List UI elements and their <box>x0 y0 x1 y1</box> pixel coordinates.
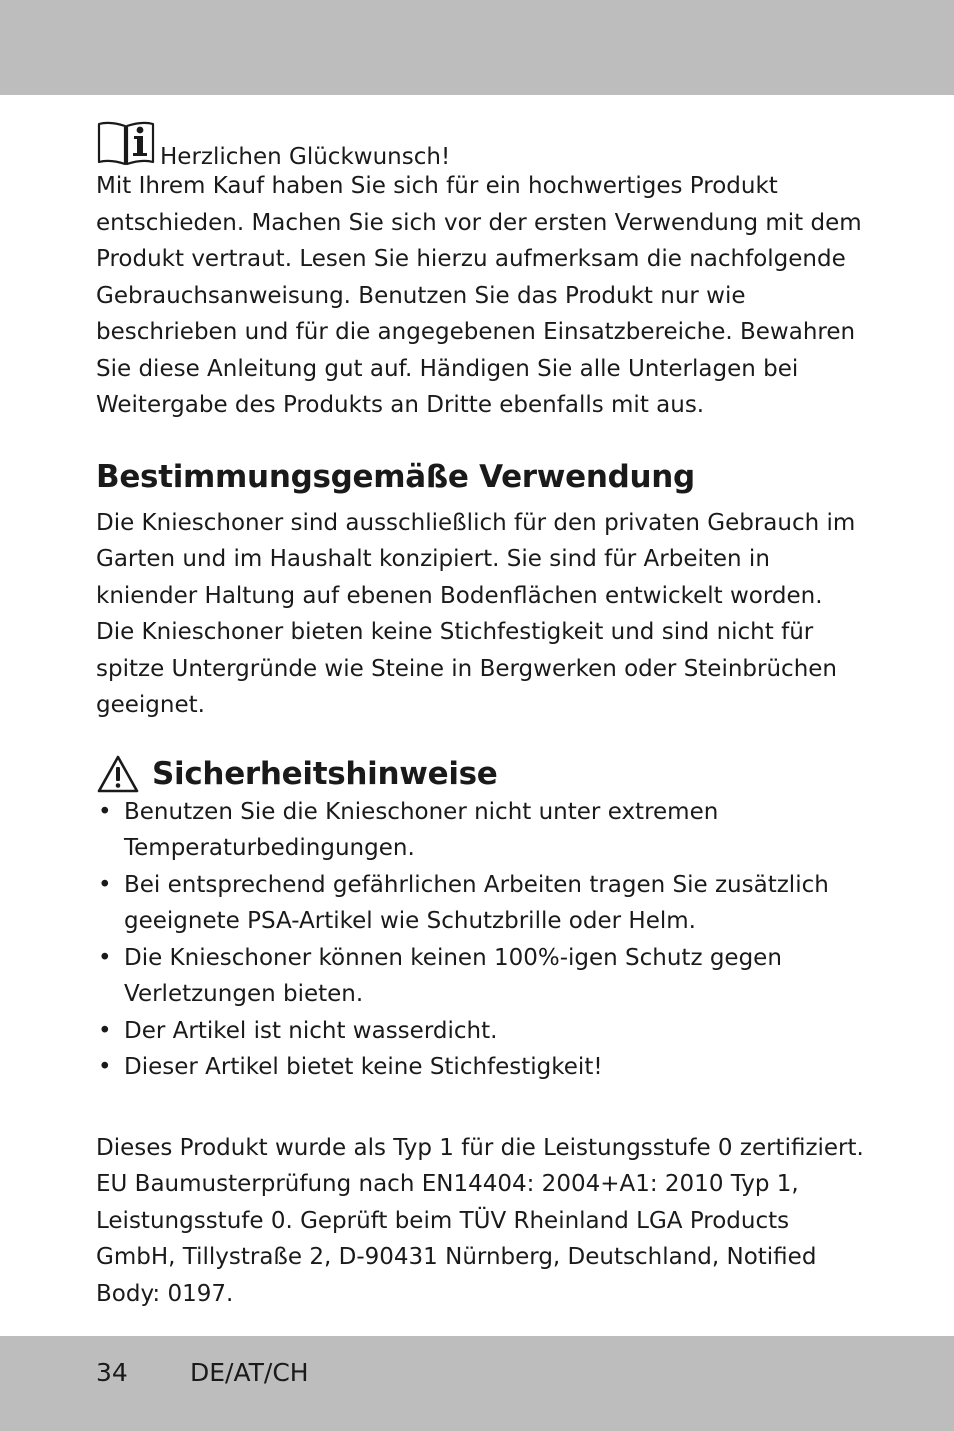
usage-paragraph: Die Knieschoner sind ausschließlich für den privaten Gebrauch im Garten und im Haushalt konzipiert. Sie sind für Arbeiten in kniender Haltung auf ebenen Bodenflächen entwickelt worden. Die Knieschoner bieten keine Stichfestigkeit und sind nicht für spitze Untergründe wie Steine in Bergwerken oder Steinbrüchen geeignet. <box>96 509 856 718</box>
page-number: 34 <box>96 1358 128 1387</box>
usage-heading: Bestimmungsgemäße Verwendung <box>96 458 695 495</box>
info-book-icon <box>96 120 156 168</box>
list-item: • Der Artikel ist nicht wasserdicht. <box>96 1013 866 1050</box>
safety-heading-text: Sicherheitshinweise <box>152 755 498 792</box>
list-item: • Dieser Artikel bietet keine Stichfestigkeit! <box>96 1049 866 1086</box>
intro-paragraph: Mit Ihrem Kauf haben Sie sich für ein hochwertiges Produkt entschieden. Machen Sie sich vor der ersten Verwendung mit dem Produkt vertraut. Lesen Sie hierzu aufmerksam die nachfolgende Gebrauchsanweisung. Benutzen Sie das Produkt nur wie beschrieben und für die angegebenen Einsatzbereiche. Bewahren Sie diese Anleitung gut auf. Händigen Sie alle Unterlagen bei Weitergabe des Produkts an Dritte ebenfalls mit aus. <box>96 173 862 418</box>
list-item: • Benutzen Sie die Knieschoner nicht unter extremen Temperaturbedingungen. <box>96 794 866 867</box>
intro-header <box>96 116 866 168</box>
list-item: • Bei entsprechend gefährlichen Arbeiten tragen Sie zusätzlich geeignete PSA-Artikel wie Schutzbrille oder Helm. <box>96 867 866 940</box>
safety-list <box>96 794 866 1086</box>
page-content <box>96 116 866 1312</box>
list-item: • Die Knieschoner können keinen 100%-igen Schutz gegen Verletzungen bieten. <box>96 940 866 1013</box>
warning-triangle-icon <box>96 754 140 794</box>
safety-heading <box>96 754 866 794</box>
region-label: DE/AT/CH <box>190 1358 309 1387</box>
greeting-text: Herzlichen Glückwunsch! <box>160 144 451 170</box>
footer-band <box>0 1336 954 1431</box>
certification-paragraph: Dieses Produkt wurde als Typ 1 für die Leistungsstufe 0 zertifiziert. EU Baumusterprüfung nach EN14404: 2004+A1: 2010 Typ 1, Leistungsstufe 0. Geprüft beim TÜV Rheinland LGA Products GmbH, Tillystraße 2, D-90431 Nürnberg, Deutschland, Notified Body: 0197. <box>96 1134 864 1307</box>
header-band <box>0 0 954 95</box>
